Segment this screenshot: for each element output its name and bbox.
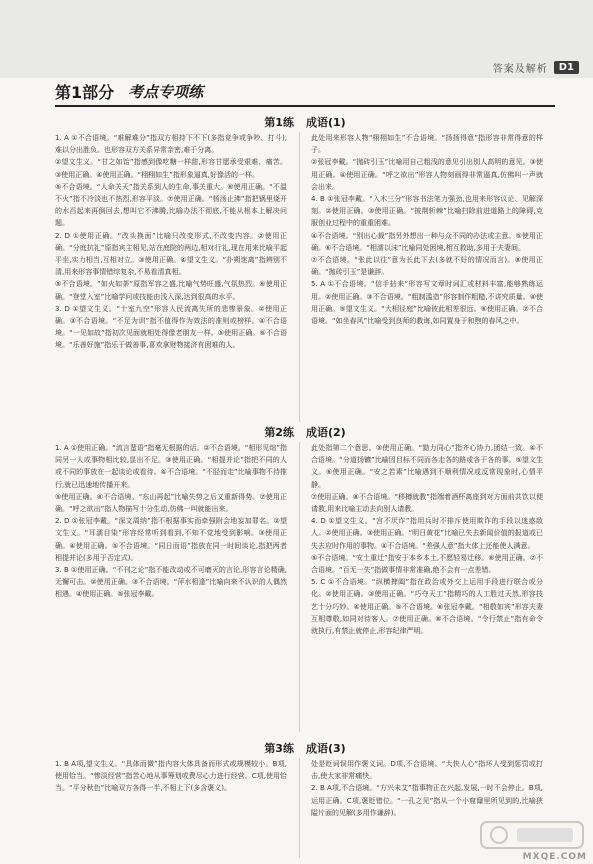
answer-paragraph: 4. B ①张冠李戴。“入木三分”形容书法笔力强劲,也用来形容议论、见解深刻。②使用正确。③使用正确。“披荆斩棘”比喻扫除前进道路上的障碍,克服创业过程中的重重困难。 bbox=[311, 195, 543, 228]
section-2-right-column bbox=[311, 442, 543, 732]
part-heading bbox=[55, 78, 555, 104]
section-name: 成语(1) bbox=[305, 116, 346, 129]
answer-paragraph: 1. A ①使用正确。“流言蜚语”指毫无根据的话。②不合语境。“相形见绌”指同另一人或事物相比较,显出不足。③使用正确。“相提并论”指把不同的人或不同的事放在一起谈论或看待。④不合语境。“不胫而走”比喻事物不待推行,就已迅速地传播开来。 bbox=[55, 444, 287, 489]
answer-paragraph: ⑤不合语境。“人命关天”指关系到人的生命,事关重大。⑥使用正确。“不温不火”指不冷淡也不热烈,形容平淡。⑦使用正确。“杨汤止沸”指把锅里烧开的水舀起来再倒回去,想叫它不沸腾,比喻办法不彻底,不能从根本上解决问题。 bbox=[55, 182, 287, 228]
answer-paragraph: 此处指第二个意思。③使用正确。“勠力同心”指齐心协力,团结一致。④不合语境。“分道扬镳”比喻因目标不同而各走各的路或各干各的事。⑤望文生义。⑥使用正确。“安之若素”比喻遇到不顺利情况或反常现象时,心情平静。 bbox=[311, 444, 543, 489]
answer-paragraph: ⑤不合语境。“如火如荼”原指军容之盛,比喻气势旺盛,气氛热烈。⑥使用正确。“登堂入室”比喻学问或技能由浅入深,达到很高的水平。 bbox=[55, 280, 287, 301]
answer-paragraph: ④不合语境。“别出心裁”指另外想出一种与众不同的办法或主意。⑤使用正确。⑥不合语境。“相濡以沫”比喻同处困境,相互救助,多用于夫妻间。 bbox=[311, 231, 543, 252]
column-divider bbox=[299, 442, 300, 732]
answer-paragraph: 2. B A项,不合语境。“方兴未艾”指事物正在兴起,发展,一时不会停止。B项,运用正确。C项,褒贬错位。“一孔之见”指从一个小窟窿里所见到的,比喻狭隘片面的见解(多用作谦辞)。 bbox=[311, 784, 543, 817]
watermark bbox=[477, 818, 587, 862]
column-divider bbox=[299, 758, 300, 858]
answer-paragraph: ②望文生义。“甘之如饴”指感到像吃糖一样甜,形容甘愿承受艰难、痛苦。③使用正确。④使用正确。“栩栩如生”指形象逼真,好像活的一样。 bbox=[55, 158, 287, 179]
part-rule bbox=[55, 105, 555, 107]
part-label: 第1部分 bbox=[55, 82, 115, 102]
answer-paragraph: 5. C ①不合语境。“纵横捭阖”指在政治或外交上运用手段进行联合或分化。②使用正确。③使用正确。“巧夺天工”指精巧的人工胜过天然,形容技艺十分巧妙。④使用正确。⑤不合语境。⑥张冠李戴。“相敬如宾”形容夫妻互相尊敬,如同对待客人。⑦使用正确。⑧不合语境。“令行禁止”指有命令就执行,有禁止就停止,形容纪律严明。 bbox=[311, 578, 543, 636]
section-number: 第1练 bbox=[264, 116, 294, 129]
answer-paragraph: 2. D ①张冠李戴。“深文周纳”指不根据事实而牵强附会地妄加罪名。②望文生义。“耳濡目染”形容经常听到看到,不知不觉地受到影响。③使用正确。④使用正确。⑤不合语境。“同日而语”指放在同一时间谈论,指把两者相提并论(多用于否定式)。 bbox=[55, 517, 287, 562]
answer-paragraph: 2. D ①使用正确。“改头换面”比喻只改变形式,不改变内容。②使用正确。“分庭抗礼”原指宾主相见,站在庭院的两边,相对行礼,现在用来比喻平起平坐,实力相当,互相对立。③使用正确。④望文生义。“扑朔迷离”指辨别不清,用来形容事情错综复杂,不易看清真相。 bbox=[55, 231, 287, 277]
header-bar bbox=[493, 60, 579, 75]
watermark-text: MXQE.COM bbox=[522, 852, 587, 862]
section-number: 第2练 bbox=[264, 426, 294, 439]
section-number: 第3练 bbox=[264, 742, 294, 755]
answer-paragraph: 3. D ①望文生义。“十室九空”形容人民流离失所的悲惨景象。②使用正确。③不合语境。“不足为训”指不值得作为效法的准则或榜样。④不合语境。“一见如故”指初次见面就相处得像老朋友一样。⑤使用正确。⑥不合语境。“乐善好施”指乐于做善事,喜欢拿财物接济有困难的人。 bbox=[55, 304, 287, 350]
answer-paragraph: 4. D ①望文生义。“宫不厌诈”指用兵时不排斥使用欺诈的手段以迷惑敌人。②使用正确。③使用正确。“明日黄花”比喻已失去新闻价值的报道或已失去应时作用的事物。④不合语境。“差强人意”指大体上还能使人满意。 bbox=[311, 517, 543, 550]
answer-paragraph: 此处用来形容人物“栩栩如生”不合语境。“扬扬得意”指形容非常得意的样子。 bbox=[311, 134, 543, 155]
section-1-right-column bbox=[311, 132, 543, 422]
header-title: 答案及解析 bbox=[492, 64, 548, 75]
section-name: 成语(2) bbox=[305, 426, 346, 439]
answer-paragraph: ⑤使用正确。⑥不合语境。“东山再起”比喻失势之后又重新得势。⑦使用正确。“呼之欲出”指人物描写十分生动,仿佛一叫就能出来。 bbox=[55, 492, 287, 514]
answer-paragraph: 5. A ①不合语境。“信手拈来”形容写文章时词汇或材料丰富,能够熟练运用。②使用正确。③不合语境。“粗制滥造”形容制作粗糙,不讲究质量。④使用正确。⑤望文生义。“大相径庭”比喻彼此相差很远。⑥使用正确。⑦不合语境。“如坐春风”比喻受到良师的教诲,如同置身于和煦的春风之中。 bbox=[311, 280, 543, 326]
section-3-left-column bbox=[55, 758, 287, 858]
section-1-left-column bbox=[55, 132, 287, 422]
section-2-left-column bbox=[55, 442, 287, 732]
answer-paragraph: ⑦不合语境。“张此以往”意为长此下去(多就不好的情况而言)。⑧使用正确。“抛砖引玉”是谦辞。 bbox=[311, 256, 543, 277]
answer-paragraph: 处是贬词误用作褒义词。D项,不合语境。“大快人心”指坏人受到惩罚或打击,使大家非常痛快。 bbox=[311, 760, 543, 781]
section-title-1 bbox=[55, 114, 555, 130]
section-name: 成语(3) bbox=[305, 742, 346, 755]
answer-paragraph: ②张冠李戴。“抛砖引玉”比喻用自己粗浅的意见引出别人高明的意见。③使用正确。④使用正确。“呼之欲出”形容人物刻画得非常逼真,仿佛叫一声就会出来。 bbox=[311, 158, 543, 191]
answer-paragraph: ⑦使用正确。⑧不合语境。“移樽就教”指端着酒杯离座到对方面前共饮以便请教,用来比喻主动去向别人请教。 bbox=[311, 492, 543, 514]
answer-paragraph: ⑤不合语境。“安土重迁”指安于本乡本土,不愿轻易迁移。⑥使用正确。⑦不合语境。“百无一失”指做事情非常准确,绝不会有一点差错。 bbox=[311, 553, 543, 575]
section-title-2 bbox=[55, 424, 555, 440]
column-divider bbox=[299, 132, 300, 422]
answer-paragraph: 3. B ①使用正确。“不刊之论”指不能改动或不可磨灭的言论,形容言论精确,无懈可击。②使用正确。③不合语境。“萍水相逢”比喻向来不认识的人偶然相遇。④使用正确。⑤张冠李戴。 bbox=[55, 566, 287, 599]
answer-paragraph: 1. A ①不合语境。“难解难分”指双方相持下不下(多指竞争或争吵、打斗),难以分出胜负。也形容双方关系异常亲密,难于分离。 bbox=[55, 134, 287, 155]
part-name: 考点专项练 bbox=[128, 82, 204, 101]
page-badge: D1 bbox=[554, 61, 579, 74]
section-title-3 bbox=[55, 740, 555, 756]
watermark-logo-icon bbox=[477, 818, 587, 852]
answer-paragraph: 1. B A项,望文生义。“具体而微”指内容大体具备而形式或规模较小。B项,使用恰当。“惨淡经营”指苦心地从事筹划或费尽心力进行经营。C项,使用恰当。“平分秋色”比喻双方各得一半,不相上下(多含褒义)。 bbox=[55, 760, 287, 793]
